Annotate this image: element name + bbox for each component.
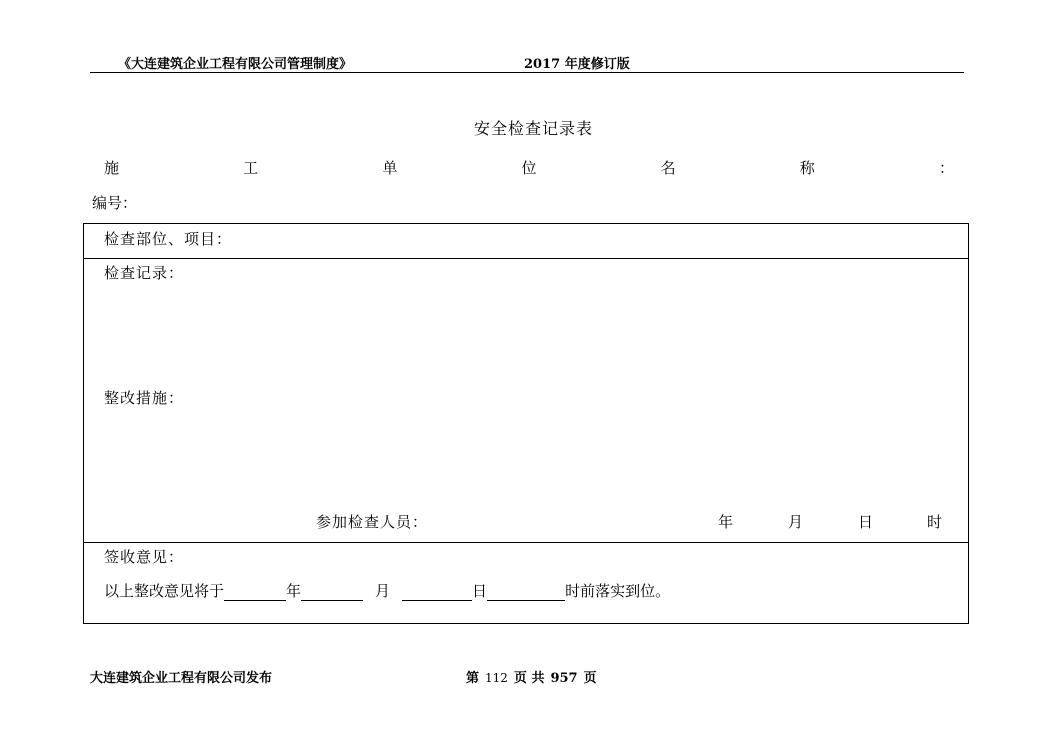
sign-opinion-label: 签收意见： xyxy=(104,548,185,566)
header-edition: 2017 年度修订版 xyxy=(524,57,630,72)
page-prefix: 第 xyxy=(466,671,480,686)
page-mid: 页 共 xyxy=(513,671,545,686)
company-row-char: 施 xyxy=(104,159,120,177)
sentence-year: 年 xyxy=(286,582,302,600)
serial-number-label: 编号： xyxy=(92,194,138,212)
company-row-char: 工 xyxy=(243,159,259,177)
hour-blank xyxy=(487,586,565,601)
company-row-colon: ： xyxy=(938,159,954,177)
table-row-divider xyxy=(83,258,969,259)
company-row-char: 位 xyxy=(521,159,537,177)
company-row-char: 名 xyxy=(660,159,676,177)
form-title: 安全检查记录表 xyxy=(474,119,594,138)
inspection-record-label: 检查记录： xyxy=(104,264,185,282)
page-total: 957 xyxy=(550,671,578,686)
date-month-label: 月 xyxy=(788,513,804,531)
table-row-divider xyxy=(83,542,969,543)
deadline-sentence xyxy=(104,580,670,601)
company-row-char: 称 xyxy=(799,159,815,177)
company-row-char: 单 xyxy=(382,159,398,177)
date-day-label: 日 xyxy=(858,513,874,531)
rectification-measure-label: 整改措施： xyxy=(104,389,185,407)
inspection-table xyxy=(83,223,969,624)
year-blank xyxy=(224,586,286,601)
header-left-title: 《大连建筑企业工程有限公司管理制度》 xyxy=(118,57,353,72)
sentence-day: 日 xyxy=(472,582,488,600)
inspectors-label: 参加检查人员： xyxy=(316,513,429,531)
inspection-part-label: 检查部位、项目： xyxy=(104,230,233,248)
month-blank xyxy=(301,586,363,601)
date-hour-label: 时 xyxy=(927,513,943,531)
footer-publisher: 大连建筑企业工程有限公司发布 xyxy=(90,671,273,686)
header-divider xyxy=(90,72,964,73)
page-suffix: 页 xyxy=(583,671,597,686)
date-year-label: 年 xyxy=(718,513,734,531)
company-name-row xyxy=(104,157,954,178)
day-blank xyxy=(402,586,472,601)
sentence-month: 月 xyxy=(375,582,391,600)
page-current: 112 xyxy=(485,671,508,685)
page-indicator xyxy=(466,667,597,686)
sentence-lead: 以上整改意见将于 xyxy=(104,582,225,600)
sentence-tail: 时前落实到位。 xyxy=(565,582,671,600)
